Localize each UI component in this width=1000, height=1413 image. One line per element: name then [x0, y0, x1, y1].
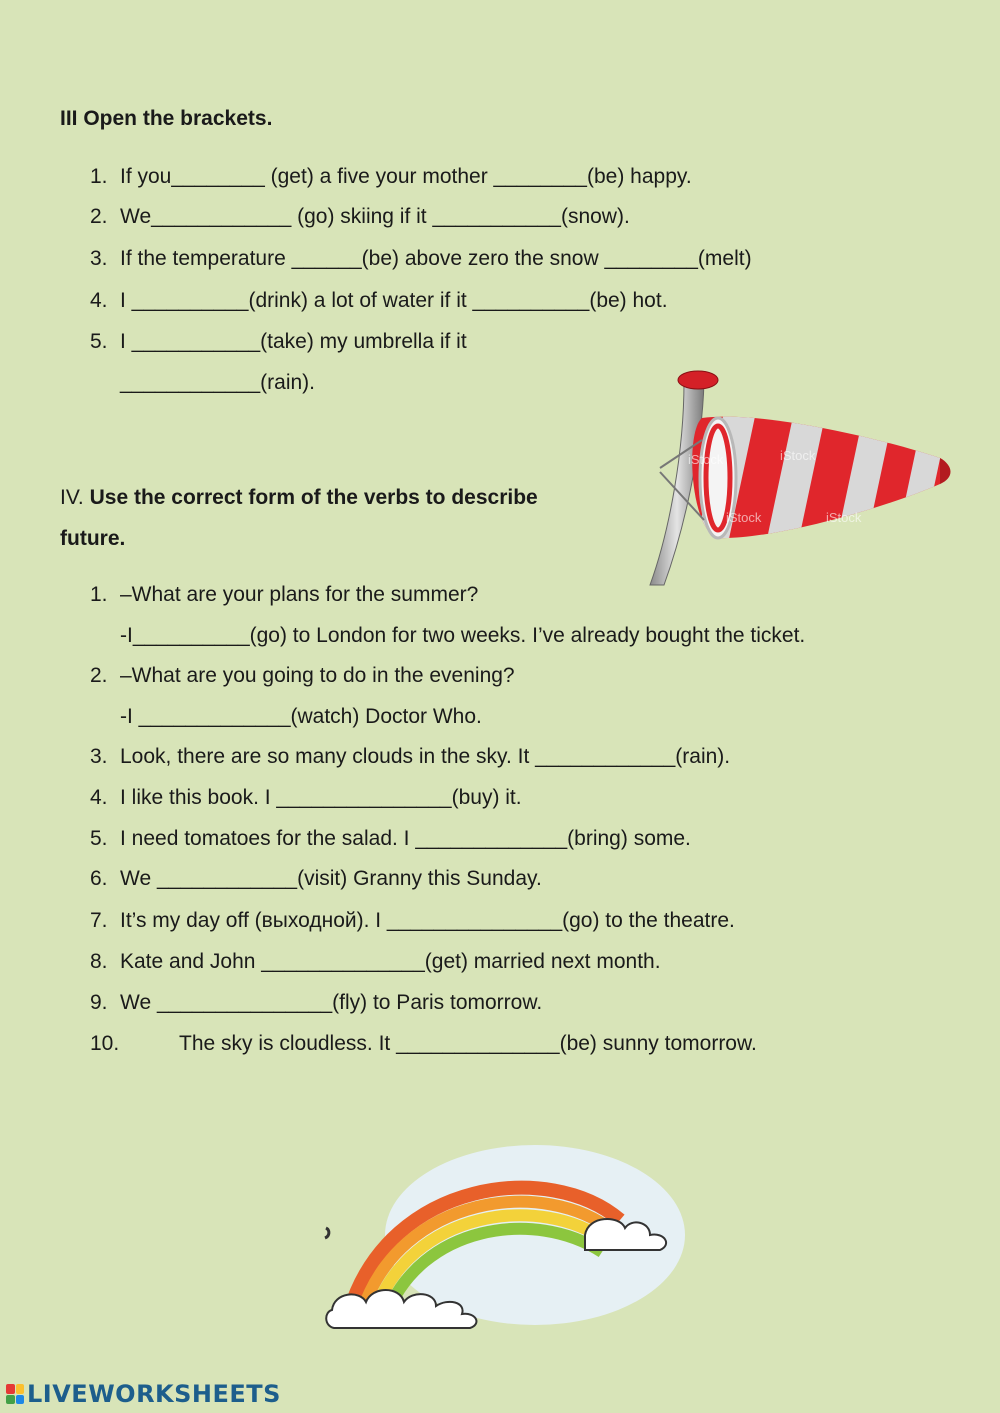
- exercise-line: ____________(rain).: [120, 371, 315, 394]
- exercise-line: Kate and John ______________(get) married next month.: [120, 950, 661, 973]
- item-number: 5.: [90, 330, 108, 353]
- item-number: 4.: [90, 786, 108, 809]
- item-number: 2.: [90, 205, 108, 228]
- section4-title: [60, 486, 538, 510]
- item-number: 8.: [90, 950, 108, 973]
- exercise-line: I like this book. I _______________(buy) it.: [120, 786, 522, 809]
- exercise-line: If you________ (get) a five your mother ________(be) happy.: [120, 165, 692, 188]
- item-number: 3.: [90, 745, 108, 768]
- watermark-text: iStock: [826, 510, 862, 525]
- section4-title-line1: Use the correct form of the verbs to describe: [89, 486, 538, 509]
- watermark-text: iStock: [688, 452, 724, 467]
- exercise-line: -I__________(go) to London for two weeks. I’ve already bought the ticket.: [120, 624, 806, 647]
- item-number: 3.: [90, 247, 108, 270]
- watermark-text: iStock: [726, 510, 762, 525]
- exercise-line: I need tomatoes for the salad. I _____________(bring) some.: [120, 827, 691, 850]
- item-number: 2.: [90, 664, 108, 687]
- item-number: 9.: [90, 991, 108, 1014]
- section4-number: IV.: [60, 486, 84, 509]
- exercise-line: I __________(drink) a lot of water if it __________(be) hot.: [120, 289, 668, 312]
- item-number: 10.: [90, 1032, 120, 1055]
- section3-title: III Open the brackets.: [60, 107, 273, 130]
- exercise-line: Look, there are so many clouds in the sky. It ____________(rain).: [120, 745, 731, 768]
- rainbow-illustration: [320, 1140, 690, 1340]
- section4-title-line2: future.: [60, 527, 126, 550]
- exercise-line: The sky is cloudless. It ______________(be) sunny tomorrow.: [179, 1032, 757, 1055]
- exercise-line: -I _____________(watch) Doctor Who.: [120, 705, 482, 728]
- liveworksheets-logo: [6, 1380, 281, 1408]
- logo-text: LIVEWORKSHEETS: [27, 1380, 281, 1408]
- item-number: 1.: [90, 165, 108, 188]
- exercise-line: If the temperature ______(be) above zero the snow ________(melt): [120, 247, 752, 270]
- logo-mark-icon: [6, 1384, 24, 1404]
- exercise-line: It’s my day off (выходной). I _______________(go) to the theatre.: [120, 909, 735, 932]
- windsock-illustration: [640, 360, 960, 590]
- exercise-line: –What are you going to do in the evening?: [120, 664, 515, 687]
- item-number: 6.: [90, 867, 108, 890]
- exercise-line: We____________ (go) skiing if it ___________(snow).: [120, 205, 630, 228]
- item-number: 5.: [90, 827, 108, 850]
- exercise-line: –What are your plans for the summer?: [120, 583, 479, 606]
- exercise-line: We _______________(fly) to Paris tomorrow.: [120, 991, 543, 1014]
- item-number: 1.: [90, 583, 108, 606]
- item-number: 4.: [90, 289, 108, 312]
- item-number: 7.: [90, 909, 108, 932]
- exercise-line: We ____________(visit) Granny this Sunday.: [120, 867, 542, 890]
- watermark-text: iStock: [780, 448, 816, 463]
- exercise-line: I ___________(take) my umbrella if it: [120, 330, 467, 353]
